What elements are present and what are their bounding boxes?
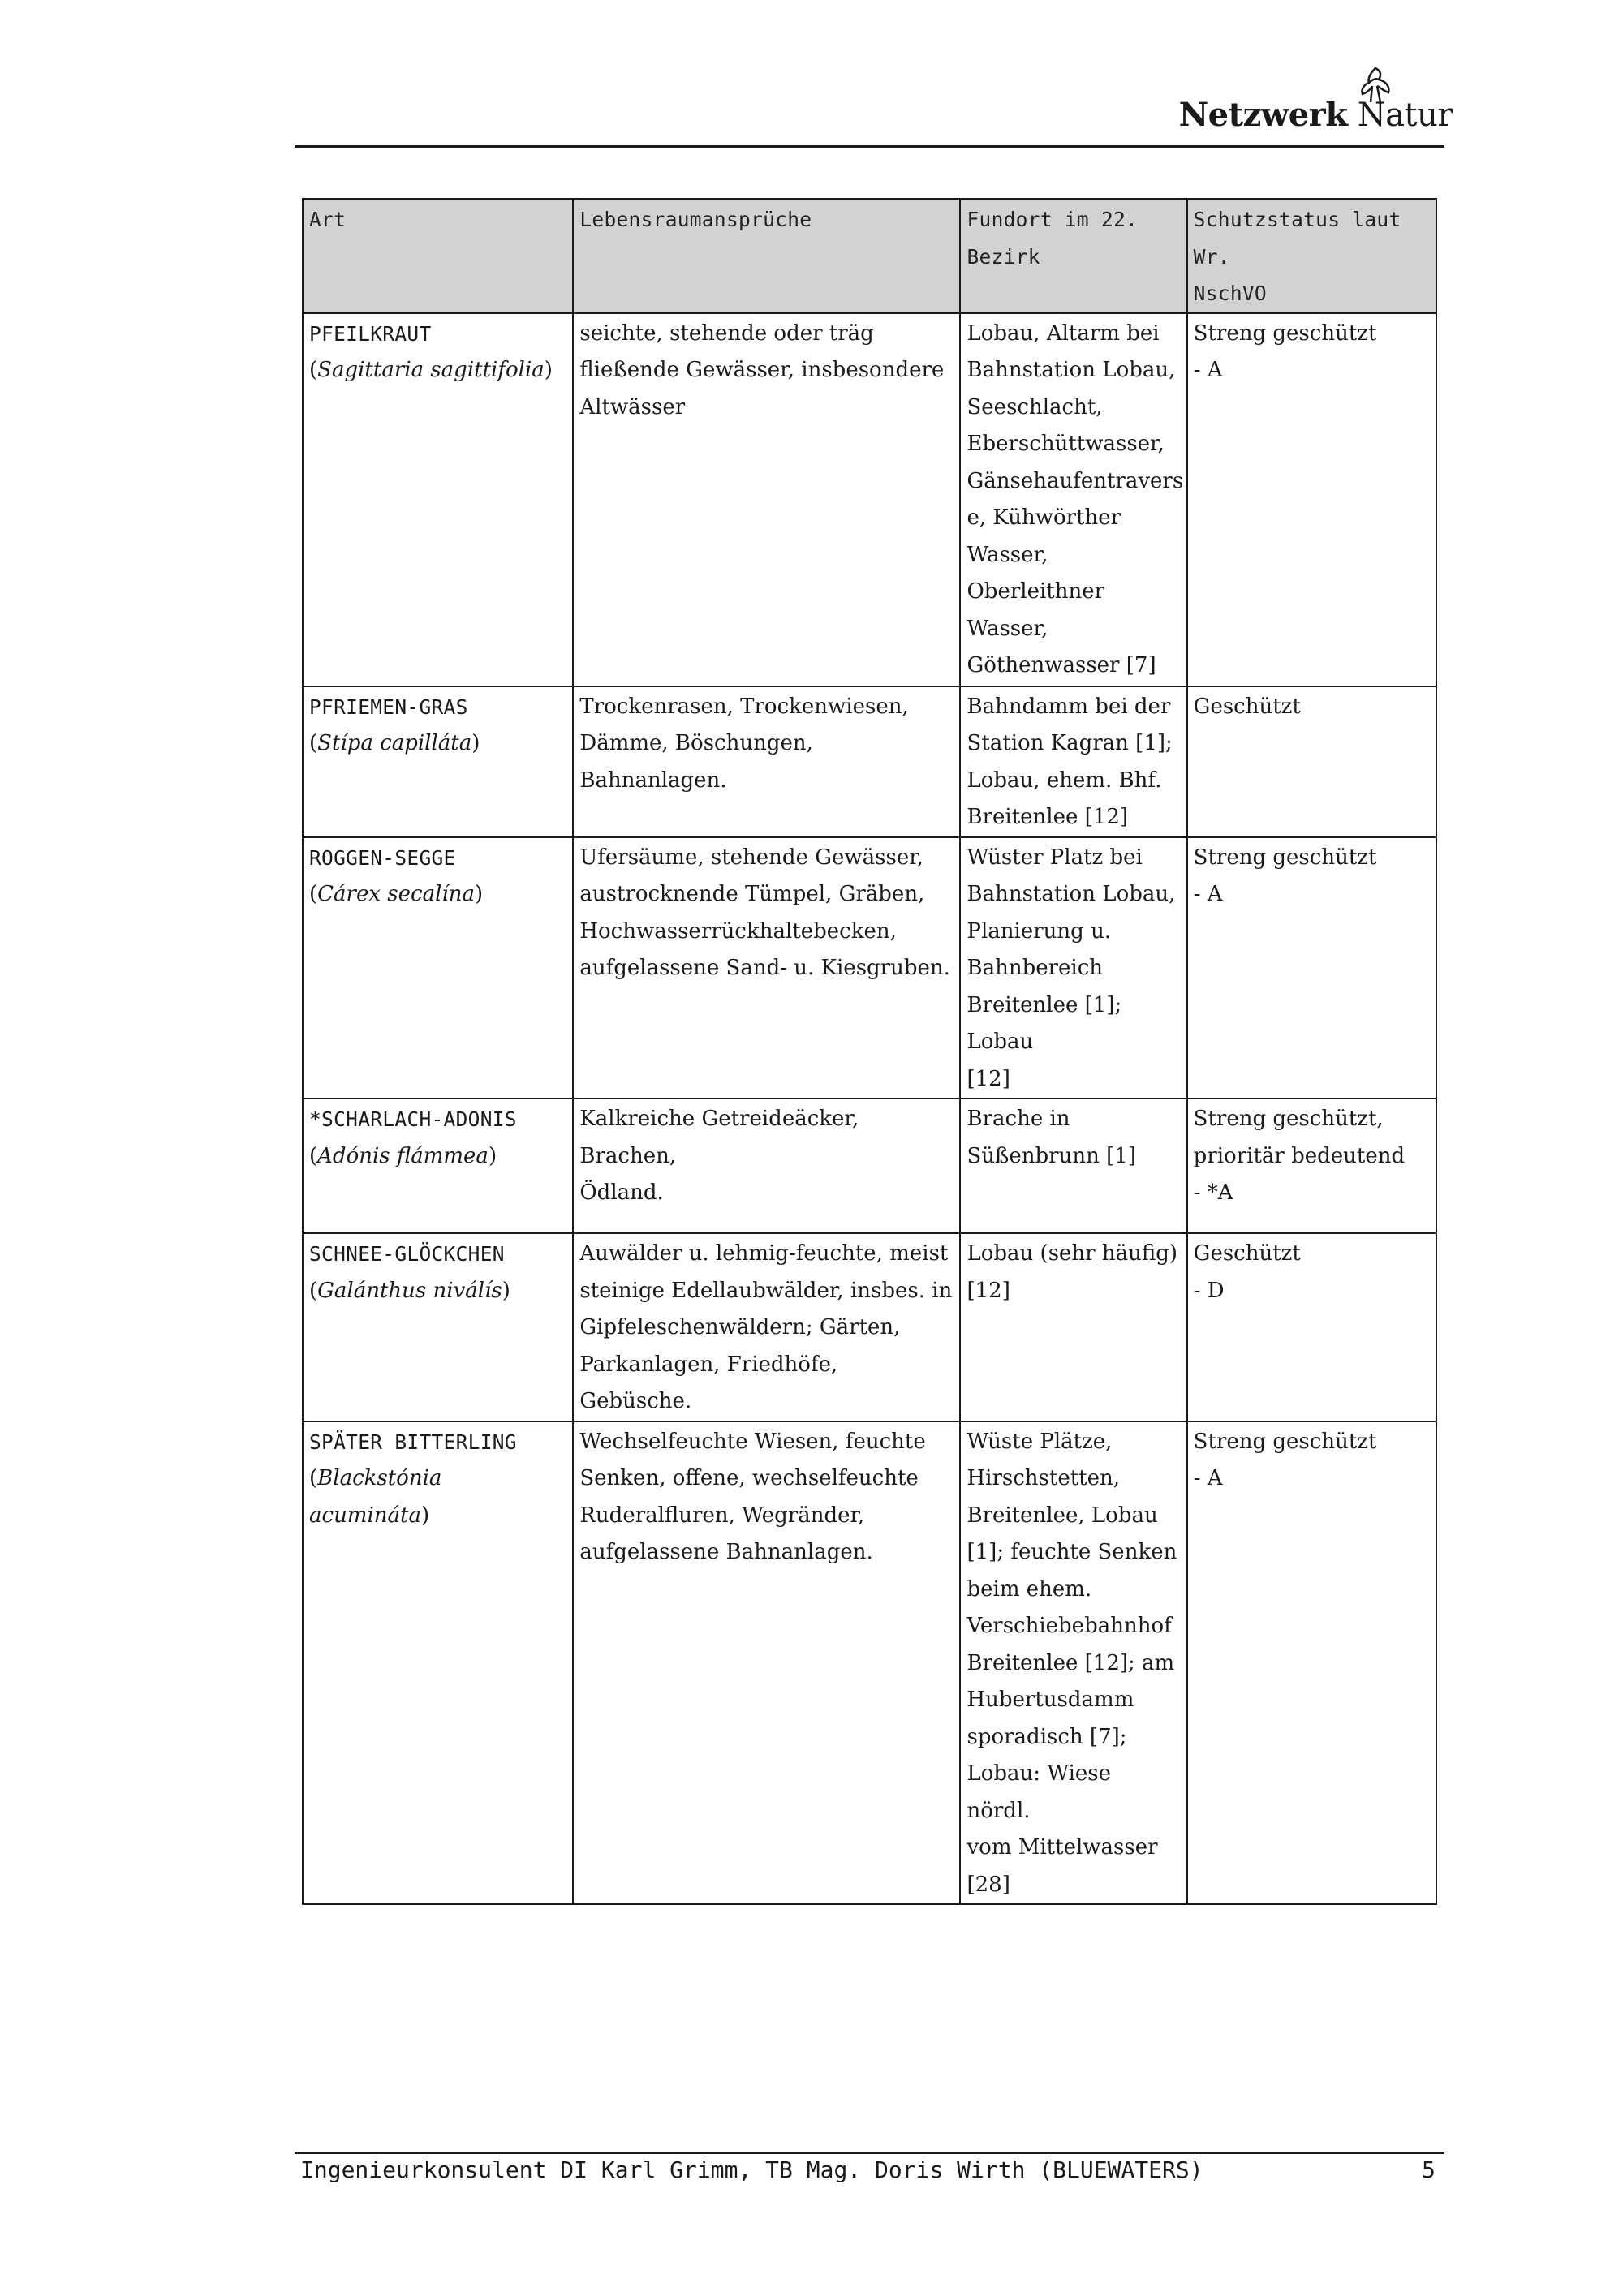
species-name: PFRIEMEN-GRAS: [309, 694, 468, 719]
cell-lebensraum: seichte, stehende oder träg fließende Gewässer, insbesondere Altwässer: [573, 313, 960, 686]
header-fundort: Fundort im 22. Bezirk: [960, 199, 1186, 313]
scientific-name: Cárex secalína: [317, 882, 475, 906]
table-row: [303, 686, 1436, 837]
scientific-name: Adónis flámmea: [317, 1143, 489, 1168]
cell-fundort: Lobau, Altarm bei Bahnstation Lobau, Seeschlacht, Eberschüttwasser, Gänsehaufentravers e, Kühwörther Wasser, Oberleithner Wasser, Göthenwasser [7]: [960, 313, 1186, 686]
table-row: [303, 837, 1436, 1099]
cell-art: SPÄTER BITTERLING (Blackstónia acumináta): [303, 1421, 573, 1905]
logo-regular: Natur: [1357, 97, 1453, 134]
table-header-row: [303, 199, 1436, 313]
scientific-name: Stípa capilláta: [317, 731, 472, 755]
cell-lebensraum: Auwälder u. lehmig-feuchte, meist steinige Edellaubwälder, insbes. in Gipfeleschenwäldern; Gärten, Parkanlagen, Friedhöfe, Gebüsche.: [573, 1233, 960, 1421]
cell-schutz: Geschützt - D: [1187, 1233, 1436, 1421]
cell-art: PFRIEMEN-GRAS (Stípa capilláta): [303, 686, 573, 837]
header-rule: [295, 145, 1444, 148]
cell-art: SCHNEE-GLÖCKCHEN (Galánthus niválís): [303, 1233, 573, 1421]
cell-lebensraum: Trockenrasen, Trockenwiesen, Dämme, Böschungen, Bahnanlagen.: [573, 686, 960, 837]
header-lebensraum: Lebensraumansprüche: [573, 199, 960, 313]
species-name: SCHNEE-GLÖCKCHEN: [309, 1242, 505, 1266]
cell-fundort: Wüster Platz bei Bahnstation Lobau, Planierung u. Bahnbereich Breitenlee [1]; Lobau [12]: [960, 837, 1186, 1099]
page-number: 5: [1422, 2156, 1436, 2183]
table-row: [303, 1421, 1436, 1905]
cell-schutz: Streng geschützt - A: [1187, 837, 1436, 1099]
cell-fundort: Wüste Plätze, Hirschstetten, Breitenlee, Lobau [1]; feuchte Senken beim ehem. Verschiebebahnhof Breitenlee [12]; am Hubertusdamm sporadisch [7]; Lobau: Wiese nördl. vom Mittelwasser [28]: [960, 1421, 1186, 1905]
cell-fundort: Brache in Süßenbrunn [1]: [960, 1099, 1186, 1233]
netzwerk-natur-logo: [1178, 65, 1453, 142]
table-row: [303, 1233, 1436, 1421]
species-name: PFEILKRAUT: [309, 321, 432, 346]
cell-art: ROGGEN-SEGGE (Cárex secalína): [303, 837, 573, 1099]
cell-fundort: Lobau (sehr häufig) [12]: [960, 1233, 1186, 1421]
cell-schutz: Streng geschützt - A: [1187, 1421, 1436, 1905]
scientific-name: Galánthus niválís: [317, 1278, 502, 1303]
cell-fundort: Bahndamm bei der Station Kagran [1]; Lobau, ehem. Bhf. Breitenlee [12]: [960, 686, 1186, 837]
scientific-name: Blackstónia: [317, 1466, 442, 1490]
cell-art: PFEILKRAUT (Sagittaria sagittifolia): [303, 313, 573, 686]
header-art: Art: [303, 199, 573, 313]
cell-schutz: Geschützt: [1187, 686, 1436, 837]
species-name: ROGGEN-SEGGE: [309, 845, 456, 870]
cell-schutz: Streng geschützt, prioritär bedeutend - *A: [1187, 1099, 1436, 1233]
footer-rule: [295, 2152, 1444, 2154]
scientific-name: Sagittaria sagittifolia: [317, 358, 545, 382]
cell-lebensraum: Ufersäume, stehende Gewässer, austrocknende Tümpel, Gräben, Hochwasserrückhaltebecken, aufgelassene Sand- u. Kiesgruben.: [573, 837, 960, 1099]
species-name: *SCHARLACH-ADONIS: [309, 1107, 517, 1131]
species-name: SPÄTER BITTERLING: [309, 1430, 517, 1454]
logo-bold: Netzwerk: [1178, 96, 1348, 134]
cell-lebensraum: Kalkreiche Getreideäcker, Brachen, Ödland.: [573, 1099, 960, 1233]
logo-wordmark: [1179, 96, 1453, 134]
cell-lebensraum: Wechselfeuchte Wiesen, feuchte Senken, offene, wechselfeuchte Ruderalfluren, Wegränder, aufgelassene Bahnanlagen.: [573, 1421, 960, 1905]
species-table: [302, 198, 1437, 1905]
cell-schutz: Streng geschützt - A: [1187, 313, 1436, 686]
footer-credits: Ingenieurkonsulent DI Karl Grimm, TB Mag. Doris Wirth (BLUEWATERS): [300, 2156, 1203, 2183]
table-row: [303, 1099, 1436, 1233]
scientific-name-cont: acumináta: [309, 1503, 421, 1528]
table-row: [303, 313, 1436, 686]
header-schutz: Schutzstatus laut Wr. NschVO: [1187, 199, 1436, 313]
cell-art: *SCHARLACH-ADONIS (Adónis flámmea): [303, 1099, 573, 1233]
